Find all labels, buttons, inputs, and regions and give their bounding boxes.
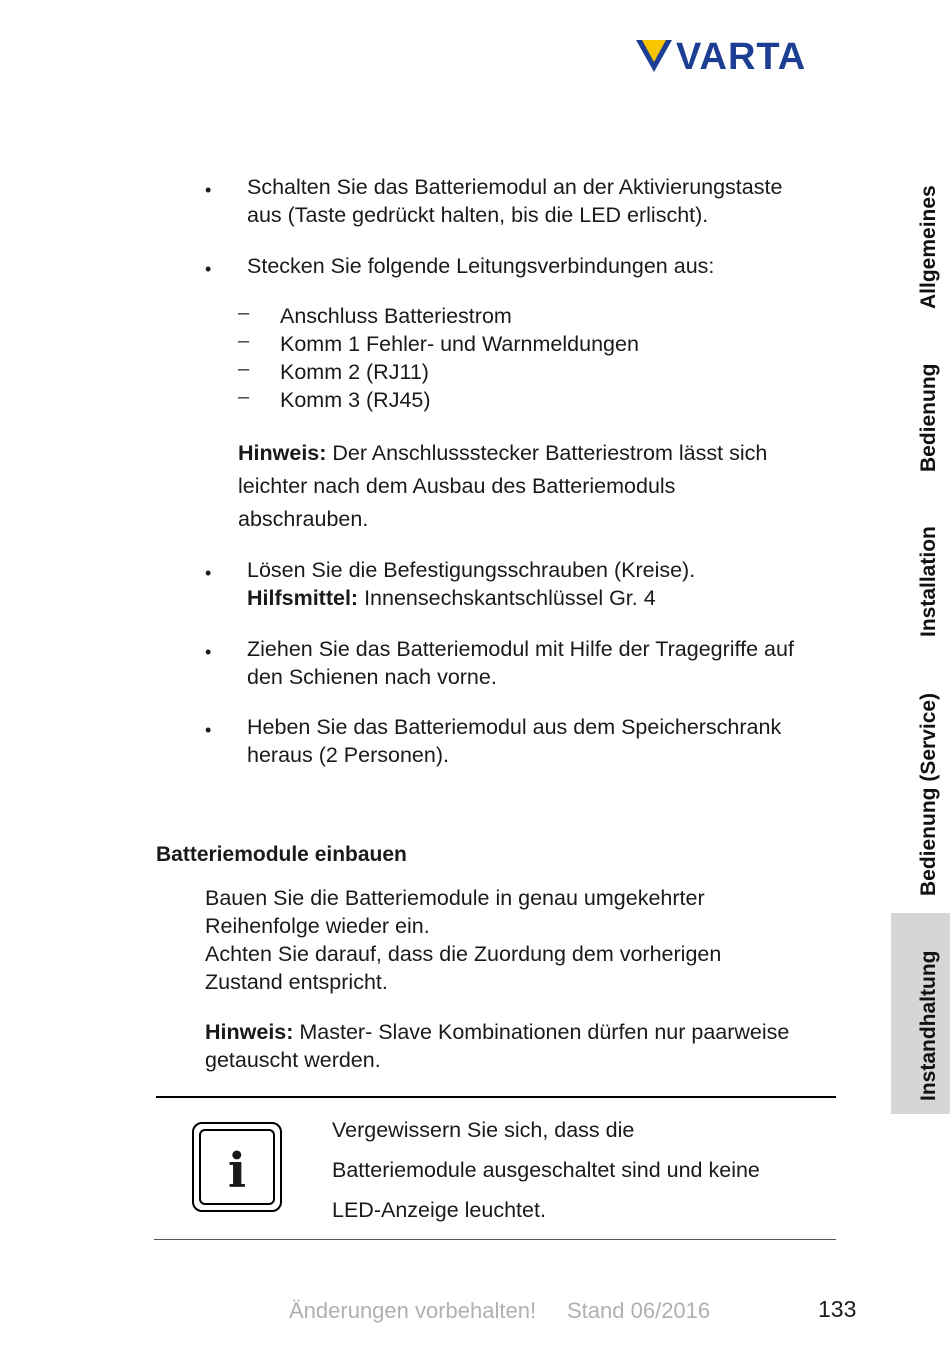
footer-disclaimer: Änderungen vorbehalten!	[289, 1298, 537, 1323]
bullet-text: Schalten Sie das Batteriemodul an der Aktivierungstaste aus (Taste gedrückt halten, bis die LED erlischt).	[247, 175, 783, 227]
list-item: Komm 1 Fehler- und Warnmeldungen	[280, 332, 639, 356]
tab-bedienung[interactable]: Bedienung	[917, 363, 940, 472]
bullet-text: Ziehen Sie das Batteriemodul mit Hilfe der Tragegriffe auf den Schienen nach vorne.	[247, 637, 794, 689]
hint-label: Hinweis:	[205, 1020, 294, 1044]
page-number: 133	[818, 1296, 857, 1322]
dash-icon: –	[238, 386, 250, 408]
hint-note: Hinweis: Der Anschlussstecker Batteriestrom lässt sich leichter nach dem Ausbau des Batteriemoduls abschrauben.	[238, 441, 768, 531]
bullet-icon: •	[205, 180, 212, 200]
bullet-text: Stecken Sie folgende Leitungsverbindungen aus:	[247, 254, 715, 278]
section-paragraph: Bauen Sie die Batteriemodule in genau umgekehrter Reihenfolge wieder ein. Achten Sie darauf, dass die Zuordung dem vorherigen Zustand entspricht.	[205, 886, 722, 994]
tab-bedienung-service[interactable]: Bedienung (Service)	[917, 692, 940, 896]
bullet-icon: •	[205, 259, 212, 279]
info-icon: i	[192, 1122, 282, 1212]
tab-installation[interactable]: Installation	[917, 526, 940, 637]
bullet-icon: •	[205, 642, 212, 662]
list-item: Komm 3 (RJ45)	[280, 388, 431, 412]
bullet-text: Heben Sie das Batteriemodul aus dem Speicherschrank heraus (2 Personen).	[247, 715, 782, 767]
dash-icon: –	[238, 330, 250, 352]
dash-icon: –	[238, 358, 250, 380]
tab-instandhaltung[interactable]: Instandhaltung	[917, 950, 940, 1101]
list-item: Anschluss Batteriestrom	[280, 304, 512, 328]
divider	[154, 1239, 836, 1240]
section-heading: Batteriemodule einbauen	[156, 843, 407, 866]
bullet-icon: •	[205, 563, 212, 583]
dash-icon: –	[238, 302, 250, 324]
info-text: Vergewissern Sie sich, dass die Batteriemodule ausgeschaltet sind und keine LED-Anzeige leuchtet.	[332, 1118, 760, 1222]
brand-name: VARTA	[676, 36, 807, 78]
tab-allgemeines[interactable]: Allgemeines	[917, 185, 940, 309]
hint-label: Hinweis:	[238, 441, 327, 465]
tool-label: Hilfsmittel:	[247, 586, 359, 610]
footer-date: Stand 06/2016	[567, 1298, 711, 1323]
list-item: Komm 2 (RJ11)	[280, 360, 429, 384]
varta-logo	[636, 36, 848, 78]
bullet-icon: •	[205, 720, 212, 740]
varta-v-icon	[636, 40, 672, 72]
hint-note: Hinweis: Master- Slave Kombinationen dürfen nur paarweise getauscht werden.	[205, 1020, 790, 1072]
bullet-text: Lösen Sie die Befestigungsschrauben (Kreise). Hilfsmittel: Innensechskantschlüssel Gr. 4	[247, 558, 696, 610]
divider	[156, 1096, 836, 1098]
